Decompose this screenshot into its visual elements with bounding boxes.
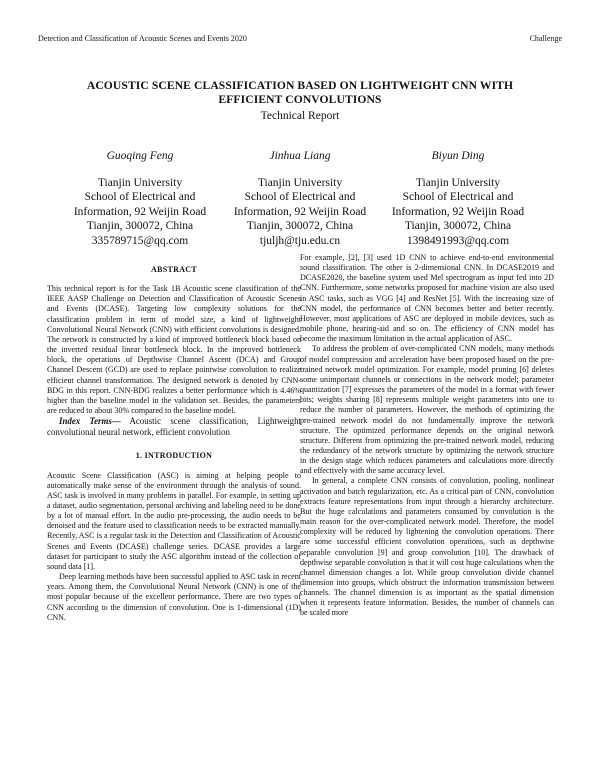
author-email: 1398491993@qq.com [406,234,510,247]
abstract-heading: ABSTRACT [151,265,197,274]
author-email: 335789715@qq.com [91,234,189,247]
author-affiliation: Tianjin, 300072, China [246,220,354,233]
author-affiliation: Tianjin University [97,176,183,189]
author-affiliation: Information, 92 Weijin Road [233,205,367,218]
paper-title: ACOUSTIC SCENE CLASSIFICATION BASED ON LIGHTWEIGHT CNN WITH EFFICIENT CONVOLUTIONS [86,79,514,106]
paper-subtitle: Technical Report [260,110,340,122]
running-header-right: Challenge [529,34,562,43]
intro-paragraph-2: Deep learning methods have been successful applied to ASC task in recent years. Among them, the Convolutional Neural Network (CNN) is one of the most popular because of the excellent performance. There are two types of CNN according to the dimension of convolution. One is 1-dimensional (1D) CNN. [47,572,301,622]
author-name: Biyun Ding [431,150,485,162]
body-paragraph-2: To address the problem of over-complicated CNN models, many methods of model compression and acceleration have been proposed based on the pre-trained network model optimization. For example, model pruning [6] deletes some unimportant channels or connections in the network model; parameter quantization [7] expresses the parameters of the model in a format with fewer bits; weights sharing [8] represents multiple weight parameters into one to reduce the number of parameters. However, the methods of optimizing the pre-trained network model do not fundamentally improve the network structure. The optimized performance depends on the original network structure. Different from optimizing the pre-trained network model, reducing the redundancy of the network structure by optimizing the network structure in the design stage which reduces parameters and calculations more directly and effectively with the same accuracy level. [300,344,554,476]
author-block-1 [56,149,224,249]
author-email: tjuljh@tju.edu.cn [259,234,341,247]
intro-paragraph-1: Acoustic Scene Classification (ASC) is aiming at helping people to automatically make sense of the environment through the analysis of sound. ASC task is involved in many problems in parallel. For example, in setting up a dataset, audio segmentation, personal archiving and labeling need to be done by a lot of manual effort. In the audio pre-processing, the audio needs to be denoised and the feature used to classification needs to be extracted manually. Recently, ASC is a regular task in the Detection and Classification of Acoustic Scenes and Events (DCASE) challenge series. DCASE provides a large dataset for participant to study the ASC algorithm instead of the collection of sound data [1]. [47,470,301,571]
author-affiliation: Tianjin, 300072, China [404,220,512,233]
author-block-2 [216,149,384,249]
right-column [300,253,554,619]
index-terms-text: Acoustic scene classification, Lightweight convolutional neural network, efficient convolution [47,416,301,437]
author-name: Jinhua Liang [269,150,331,162]
author-affiliation: School of Electrical and [402,191,514,204]
left-column [47,265,301,623]
index-terms [47,416,301,437]
author-affiliation: Information, 92 Weijin Road [391,205,525,218]
body-paragraph-1: For example, [2], [3] used 1D CNN to achieve end-to-end environmental sound classification. The other is 2-dimensional CNN. In DCASE2019 and DCASE2020, the baseline system used Mel spectrogram as input fed into 2D CNN. Furthermore, some networks proposed for machine vision are also used in ASC tasks, such as VGG [4] and ResNet [5]. With the increasing size of CNN model, the performance of CNN becomes better and better recently. However, most applications of ASC are deployed in mobile devices, such as mobile phone, hearing-aid and so on. The efficiency of CNN model has become the maximum limitation in the actual application of ASC. [300,253,554,344]
abstract-text: This technical report is for the Task 1B Acoustic scene classification of the IEEE AASP Challenge on Detection and Classification of Acoustic Scenes and Events (DCASE). Targeting low complexity solutions for the classification problem in term of model size, a kind of lightweight Convolutional Neural Network (CNN) with efficient convolutions is designed. The network is constructed by a kind of improved bottleneck block based on the inverted residual linear bottleneck block. In the improved bottleneck block, the operations of Depthwise Channel Ascent (DCA) and Group Channel Descent (GCD) are used to replace pointwise convolution to realize efficient channel transformation. The designed network is denoted by CNN-BDG in this report. CNN-BDG realizes a better performance which is 4.46% higher than the baseline model in the validation set. Besides, the parameters are reduced to about 30% compared to the baseline model. [47,284,301,416]
author-affiliation: School of Electrical and [244,191,356,204]
author-affiliation: School of Electrical and [84,191,196,204]
author-affiliation: Tianjin University [257,176,343,189]
author-affiliation: Tianjin, 300072, China [86,220,194,233]
author-affiliation: Tianjin University [415,176,501,189]
index-terms-label: Index Terms— [59,416,121,427]
running-header-left: Detection and Classification of Acoustic Scenes and Events 2020 [38,34,247,43]
introduction-heading: 1. INTRODUCTION [135,451,213,461]
author-block-3 [374,149,542,249]
author-affiliation: Information, 92 Weijin Road [73,205,207,218]
body-paragraph-3: In general, a complete CNN consists of convolution, pooling, nonlinear activation and batch regularization, etc. As a critical part of CNN, convolution extracts feature representations from input through a hierarchy architecture. But the huge calculations and parameters consumed by convolution is the main reason for the over-complicated network model. Therefore, the model complexity will be reduced by lightening the convolution operations. There are some successful efficient convolution operations, such as depthwise separable convolution [9] and group convolution [10]. The drawback of depthwise separable convolution is that it will cost huge calculations when the channel dimension changes a lot. While group convolution divide channel dimension into groups, which obstruct the information transmission between channels. The channel dimension is as important as the spatial dimension when it represents feature information. Besides, the number of channels can be scaled more [300,476,554,618]
author-name: Guoqing Feng [106,150,174,162]
